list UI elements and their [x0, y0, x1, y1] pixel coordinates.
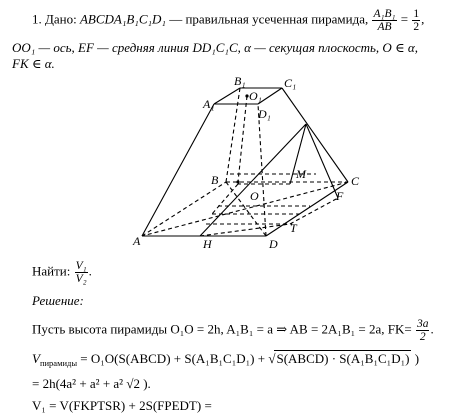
volume-expr: = O₁O(S(ABCD) + S(A₁B₁C₁D₁) +	[80, 351, 266, 366]
volume-sqrt-arg: S(ABCD) · S(A₁B₁C₁D₁)	[276, 351, 410, 366]
label-C1: C₁	[284, 76, 297, 90]
problem-number: 1.	[32, 11, 42, 27]
label-D1: D₁	[258, 107, 271, 121]
label-T: T	[290, 221, 297, 235]
problem-line-3: FK ∈ α.	[12, 56, 55, 71]
solution-line-1-end: .	[430, 321, 434, 337]
ratio-value: $\frac{1}{2}$	[413, 8, 420, 33]
find-dot: .	[88, 263, 92, 279]
label-A: A	[133, 234, 141, 248]
ratio-fraction: $\frac{\text{A₁B₁}}{AB}$	[373, 8, 396, 33]
given-label: Дано:	[45, 11, 77, 27]
label-B1: B₁	[234, 74, 246, 88]
ratio-equals: =	[400, 11, 409, 27]
label-B: B	[211, 173, 219, 187]
fk-fraction: $\frac{3a}{2}$	[416, 318, 429, 343]
solution-header: Решение:	[32, 293, 84, 308]
find-fraction: $\frac{\text{V₁}}{\text{V₂}}$	[75, 260, 87, 285]
label-F: F	[336, 189, 344, 203]
problem-line-1: 1. Дано: ABCDA₁B₁C₁D₁ — правильная усеченная пирамида, $\frac{\text{A₁B₁}}{AB}$ = $\frac{1}{2}$ ,	[32, 8, 425, 33]
label-C: C	[351, 174, 360, 188]
label-O1: O₁	[249, 89, 262, 103]
solution-line-3: = 2h(4a² + a² + a² √2 ).	[32, 376, 151, 391]
pyramid-figure	[0, 74, 472, 264]
label-O: O	[250, 189, 259, 203]
solution-line-1	[32, 318, 434, 343]
sqrt-sign: √	[268, 351, 276, 366]
problem-line-2: OO₁ — ось, EF — средняя линия DD₁C₁C, α — секущая плоскость, O ∈ α,	[12, 40, 419, 55]
volume-expr-end: )	[414, 351, 420, 366]
solution-volume-line	[32, 350, 419, 371]
pyramid-name: ABCDA₁B₁C₁D₁	[79, 11, 166, 27]
label-M: M	[296, 167, 306, 181]
label-H: H	[203, 237, 212, 251]
solution-line-1-text: Пусть высота пирамиды O₁O = 2h, A₁B₁ = a ⇒ AB = 2A₁B₁ = 2a, FK=	[32, 321, 412, 337]
pyramid-desc: — правильная усеченная пирамида,	[169, 11, 369, 27]
volume-label: V	[32, 351, 40, 366]
find-label: Найти:	[32, 263, 71, 279]
label-D: D	[269, 237, 278, 251]
label-A1: A₁	[203, 97, 215, 111]
solution-line-4: V₁ = V(FKPTSR) + 2S(FPEDT) =	[32, 398, 212, 413]
find-line	[32, 260, 92, 285]
volume-subscript: пирамиды	[39, 358, 78, 368]
